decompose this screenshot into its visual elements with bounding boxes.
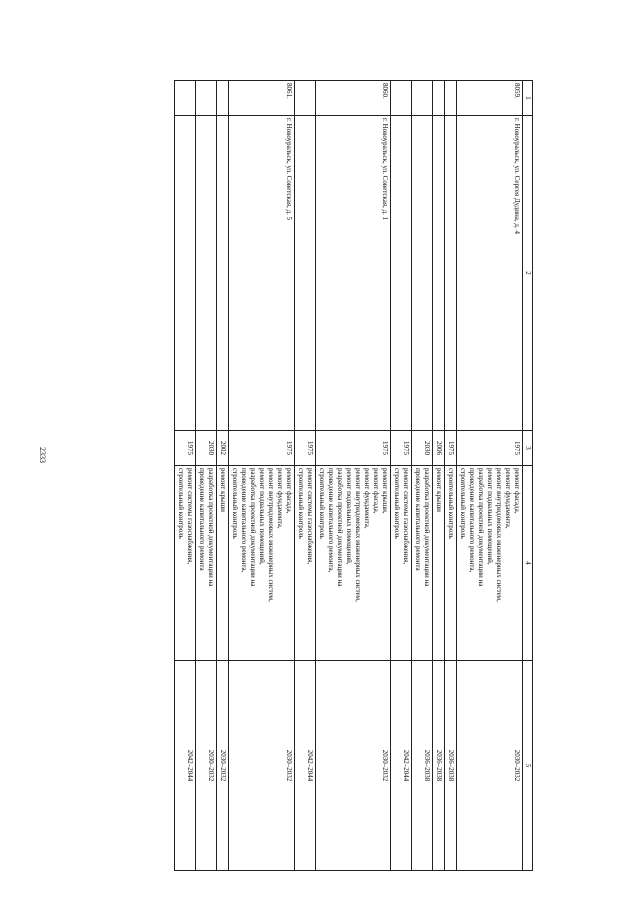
work-line: ремонт фундамента, xyxy=(363,468,371,529)
row-period: 2030–2032 xyxy=(457,661,523,871)
row-period: 2042–2044 xyxy=(295,661,316,871)
work-line: разработка проектной документации на xyxy=(249,468,257,587)
work-line: строительный контроль xyxy=(177,468,185,539)
row-year: 1975 xyxy=(445,431,457,466)
row-address xyxy=(295,116,316,431)
work-line: ремонт системы газоснабжения, xyxy=(306,468,314,565)
row-period: 2036–2038 xyxy=(433,661,445,871)
header-row xyxy=(523,81,533,871)
row-period: 2030–2032 xyxy=(196,661,217,871)
row-year: 1975 xyxy=(175,431,196,466)
row-number xyxy=(391,81,412,116)
work-line: ремонт подвальных помещений, xyxy=(258,468,266,565)
row-year: 1975 xyxy=(457,431,523,466)
schedule-table-sheet xyxy=(88,80,533,845)
row-number xyxy=(217,81,229,116)
row-period: 2030–2032 xyxy=(217,661,229,871)
work-line: проведение капитального ремонта, xyxy=(468,468,476,573)
col-header-1: 1 xyxy=(523,81,533,116)
table-row xyxy=(217,81,229,871)
work-line: ремонт фасада, xyxy=(513,468,521,514)
table-row xyxy=(316,81,391,871)
col-header-2: 2 xyxy=(523,116,533,431)
row-address xyxy=(433,116,445,431)
work-line: строительный контроль xyxy=(447,468,455,539)
table-body xyxy=(175,81,523,871)
row-address xyxy=(217,116,229,431)
col-header-5: 5 xyxy=(523,661,533,871)
work-line: ремонт подвальных помещений, xyxy=(345,468,353,565)
row-address xyxy=(445,116,457,431)
row-number: 8060. xyxy=(316,81,391,116)
row-address xyxy=(412,116,433,431)
row-year: 2030 xyxy=(412,431,433,466)
col-header-4: 4 xyxy=(523,466,533,661)
work-line: ремонт подвальных помещений, xyxy=(486,468,494,565)
table-row xyxy=(391,81,412,871)
work-line: разработка проектной документации на xyxy=(477,468,485,587)
work-line: строительный контроль xyxy=(297,468,305,539)
work-line: проведение капитального ремонта xyxy=(414,468,422,571)
work-line: строительный контроль xyxy=(393,468,401,539)
row-year: 1975 xyxy=(391,431,412,466)
row-address: г. Новоуральск, ул. Сергея Дудина, д. 4 xyxy=(457,116,523,431)
work-line: ремонт внутридомовых инженерных систем, xyxy=(267,468,275,602)
table-row xyxy=(412,81,433,871)
table-row xyxy=(229,81,295,871)
work-line: ремонт фасада, xyxy=(285,468,293,514)
work-line: ремонт внутридомовых инженерных систем, xyxy=(354,468,362,602)
row-number xyxy=(295,81,316,116)
row-number: 8059. xyxy=(457,81,523,116)
row-address xyxy=(196,116,217,431)
row-works xyxy=(295,466,316,661)
work-line: строительный контроль xyxy=(318,468,326,539)
row-year: 2030 xyxy=(196,431,217,466)
work-line: разработка проектной документации на xyxy=(336,468,344,587)
work-line: ремонт фундамента, xyxy=(276,468,284,529)
row-period: 2042–2044 xyxy=(391,661,412,871)
row-address: г. Новоуральск, ул. Советская, д. 5 xyxy=(229,116,295,431)
repair-schedule-table xyxy=(174,80,533,871)
work-line: разработка проектной документации на xyxy=(207,468,215,587)
row-number: 8061. xyxy=(229,81,295,116)
table-row xyxy=(196,81,217,871)
row-works xyxy=(391,466,412,661)
row-number xyxy=(412,81,433,116)
row-period: 2030–2032 xyxy=(316,661,391,871)
work-line: проведение капитального ремонта xyxy=(198,468,206,571)
row-number xyxy=(175,81,196,116)
work-line: ремонт фундамента, xyxy=(504,468,512,529)
row-year: 2006 xyxy=(433,431,445,466)
page-number: 2333 xyxy=(38,447,47,463)
table-row xyxy=(433,81,445,871)
row-number xyxy=(196,81,217,116)
row-works xyxy=(457,466,523,661)
row-year: 2002 xyxy=(217,431,229,466)
work-line: ремонт крыши xyxy=(219,468,227,512)
row-number xyxy=(433,81,445,116)
row-works xyxy=(229,466,295,661)
table-row xyxy=(175,81,196,871)
work-line: разработка проектной документации на xyxy=(423,468,431,587)
row-year: 1975 xyxy=(229,431,295,466)
row-period: 2036–2038 xyxy=(412,661,433,871)
work-line: ремонт системы газоснабжения, xyxy=(402,468,410,565)
row-year: 1975 xyxy=(295,431,316,466)
row-year: 1975 xyxy=(316,431,391,466)
work-line: строительный контроль xyxy=(231,468,239,539)
work-line: ремонт фасада, xyxy=(372,468,380,514)
work-line: ремонт системы газоснабжения, xyxy=(186,468,194,565)
table-row xyxy=(445,81,457,871)
row-works xyxy=(316,466,391,661)
work-line: ремонт крыши, xyxy=(381,468,389,514)
table-row xyxy=(457,81,523,871)
row-works xyxy=(412,466,433,661)
row-works xyxy=(217,466,229,661)
row-number xyxy=(445,81,457,116)
row-address xyxy=(175,116,196,431)
work-line: ремонт внутридомовых инженерных систем, xyxy=(495,468,503,602)
work-line: проведение капитального ремонта, xyxy=(327,468,335,573)
row-works xyxy=(175,466,196,661)
row-works xyxy=(433,466,445,661)
row-period: 2036–2038 xyxy=(445,661,457,871)
row-address xyxy=(391,116,412,431)
work-line: строительный контроль xyxy=(459,468,467,539)
row-works xyxy=(445,466,457,661)
row-period: 2030–2032 xyxy=(229,661,295,871)
col-header-3: 3 xyxy=(523,431,533,466)
row-address: г. Новоуральск, ул. Советская, д. 1 xyxy=(316,116,391,431)
row-period: 2042–2044 xyxy=(175,661,196,871)
table-row xyxy=(295,81,316,871)
work-line: ремонт крыши xyxy=(435,468,443,512)
work-line: проведение капитального ремонта, xyxy=(240,468,248,573)
row-works xyxy=(196,466,217,661)
